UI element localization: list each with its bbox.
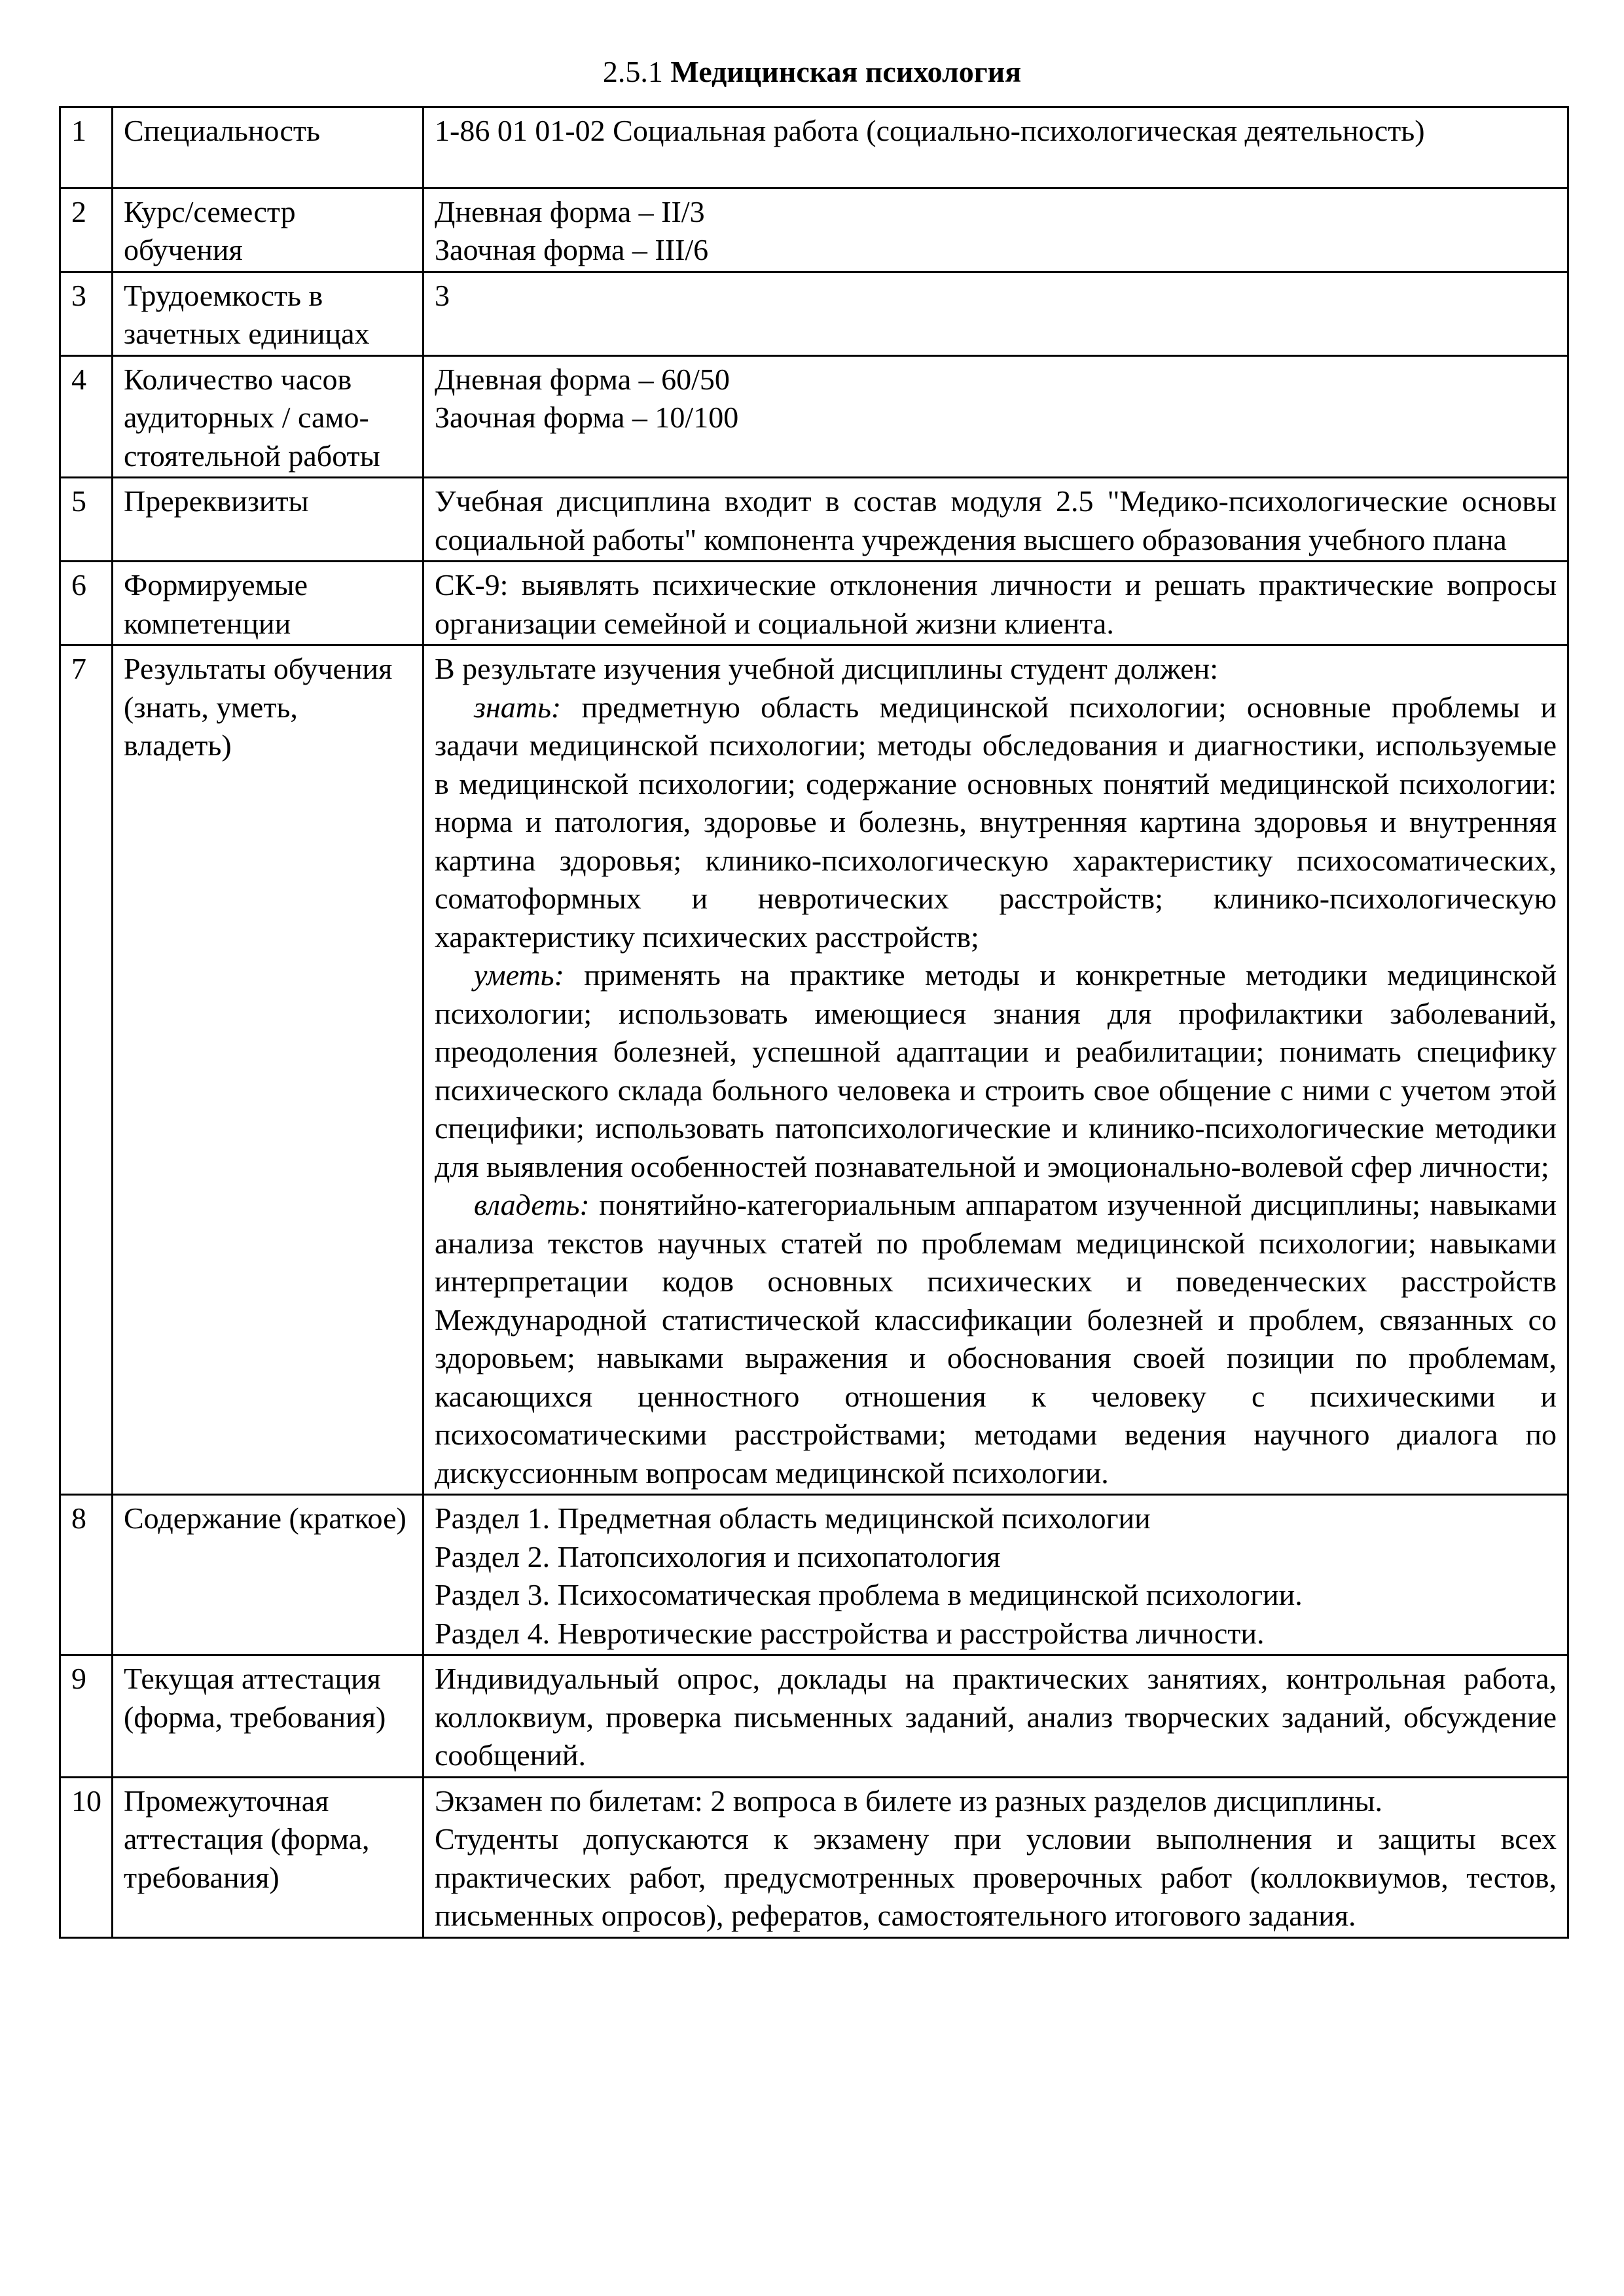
value-line: Заочная форма – III/6 bbox=[435, 233, 709, 266]
row-value: 3 bbox=[424, 272, 1568, 355]
discipline-table bbox=[59, 106, 1569, 1939]
row-label: Курс/семестр обучения bbox=[113, 188, 424, 272]
table-row bbox=[60, 272, 1568, 355]
value-line: Дневная форма – II/3 bbox=[435, 194, 705, 228]
row-number: 9 bbox=[60, 1655, 113, 1778]
table-row bbox=[60, 1495, 1568, 1655]
results-intro: В результате изучения учебной дисциплины студент должен: bbox=[435, 652, 1219, 685]
row-value bbox=[424, 645, 1568, 1495]
can-term: уметь: bbox=[474, 958, 564, 992]
table-row bbox=[60, 1777, 1568, 1937]
row-label: Результаты обучения (знать, уметь, владеть) bbox=[113, 645, 424, 1495]
row-value: Учебная дисциплина входит в состав модуля 2.5 "Медико-психологические основы социальной работы" компонента учреждения высшего образования учебного плана bbox=[424, 478, 1568, 562]
row-number: 5 bbox=[60, 478, 113, 562]
value-line: Дневная форма – 60/50 bbox=[435, 362, 730, 396]
row-label: Количество часов аудиторных / само-стоятельной работы bbox=[113, 355, 424, 478]
results-can bbox=[435, 956, 1557, 1186]
can-text: применять на практике методы и конкретные методики медицинской психологии; использовать имеющиеся знания для профилактики заболеваний, преодоления болезней, успешной адаптации и реабилитации; понимать специфику психического склада больного человека и строить свое общение с ними с учетом этой специфики; использовать патопсихологические и клинико-психологические методики для выявления особенностей познавательной и эмоционально-волевой сфер личности; bbox=[435, 958, 1557, 1183]
row-value bbox=[424, 355, 1568, 478]
row-value: Индивидуальный опрос, доклады на практических занятиях, контрольная работа, коллоквиум, проверка письменных заданий, анализ творческих заданий, обсуждение сообщений. bbox=[424, 1655, 1568, 1778]
table-row bbox=[60, 562, 1568, 645]
own-term: владеть: bbox=[474, 1188, 590, 1221]
row-value bbox=[424, 1495, 1568, 1655]
section-name: Медицинская психология bbox=[670, 55, 1022, 88]
row-number: 3 bbox=[60, 272, 113, 355]
know-term: знать: bbox=[474, 690, 562, 724]
know-text: предметную область медицинской психологии; основные проблемы и задачи медицинской психологии; методы обследования и диагностики, используемые в медицинской психологии; содержание основных понятий медицинской психологии: норма и патология, здоровье и болезнь, внутренняя картина здоровья и внутренняя картина здоровья; клинико-психологическую характеристику психосоматических, соматоформных и невротических расстройств; клинико-психологическую характеристику психических расстройств; bbox=[435, 690, 1557, 954]
row-value bbox=[424, 1777, 1568, 1937]
exam-admission: Студенты допускаются к экзамену при условии выполнения и защиты всех практических работ, предусмотренных проверочных работ (коллоквиумов, тестов, письменных опросов), рефератов, самостоятельного итогового задания. bbox=[435, 1822, 1557, 1932]
page-title bbox=[0, 52, 1624, 92]
table-row bbox=[60, 1655, 1568, 1778]
row-value: 1-86 01 01-02 Социальная работа (социально-психологическая деятельность) bbox=[424, 107, 1568, 188]
own-text: понятийно-категориальным аппаратом изученной дисциплины; навыками анализа текстов научных статей по проблемам медицинской психологии; навыками интерпретации кодов основных психических и поведенческих расстройств Международной статистической классификации болезней и проблем, связанных со здоровьем; навыками выражения и обоснования своей позиции по проблемам, касающихся ценностного отношения к человеку с психическими и психосоматическими расстройствами; методами ведения научного диалога по дискуссионным вопросам медицинской психологии. bbox=[435, 1188, 1557, 1490]
row-number: 10 bbox=[60, 1777, 113, 1937]
table-row bbox=[60, 645, 1568, 1495]
table-row bbox=[60, 355, 1568, 478]
content-section: Раздел 1. Предметная область медицинской психологии bbox=[435, 1501, 1151, 1535]
table-row bbox=[60, 107, 1568, 188]
row-number: 8 bbox=[60, 1495, 113, 1655]
table-row bbox=[60, 478, 1568, 562]
row-number: 2 bbox=[60, 188, 113, 272]
row-label: Специальность bbox=[113, 107, 424, 188]
row-value: СК-9: выявлять психические отклонения личности и решать практические вопросы организации семейной и социальной жизни клиента. bbox=[424, 562, 1568, 645]
row-number: 7 bbox=[60, 645, 113, 1495]
row-label: Трудоемкость в зачетных единицах bbox=[113, 272, 424, 355]
row-label: Пререквизиты bbox=[113, 478, 424, 562]
results-know bbox=[435, 689, 1557, 957]
row-label: Содержание (краткое) bbox=[113, 1495, 424, 1655]
row-label: Промежуточная аттестация (форма, требования) bbox=[113, 1777, 424, 1937]
exam-format: Экзамен по билетам: 2 вопроса в билете из разных разделов дисциплины. bbox=[435, 1784, 1383, 1818]
row-number: 4 bbox=[60, 355, 113, 478]
results-own bbox=[435, 1186, 1557, 1492]
row-label: Формируемые компетенции bbox=[113, 562, 424, 645]
row-number: 6 bbox=[60, 562, 113, 645]
row-value bbox=[424, 188, 1568, 272]
value-line: Заочная форма – 10/100 bbox=[435, 401, 739, 434]
row-number: 1 bbox=[60, 107, 113, 188]
section-number: 2.5.1 bbox=[602, 55, 663, 88]
row-label: Текущая аттестация (форма, требования) bbox=[113, 1655, 424, 1778]
table-row bbox=[60, 188, 1568, 272]
content-section: Раздел 2. Патопсихология и психопатология bbox=[435, 1539, 1001, 1573]
content-section: Раздел 4. Невротические расстройства и расстройства личности. bbox=[435, 1616, 1265, 1650]
content-section: Раздел 3. Психосоматическая проблема в медицинской психологии. bbox=[435, 1578, 1303, 1611]
